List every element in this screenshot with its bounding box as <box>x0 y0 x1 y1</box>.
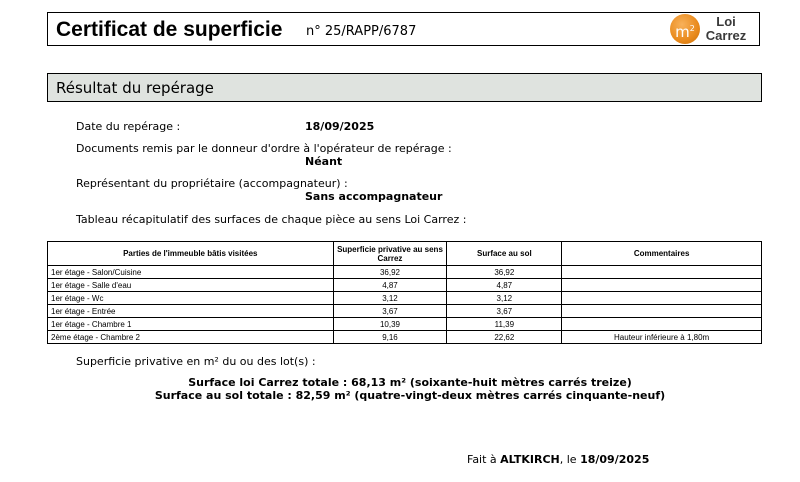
documents-label: Documents remis par le donneur d'ordre à l'opérateur de repérage : <box>76 142 452 155</box>
cell-sol: 36,92 <box>447 266 562 279</box>
cell-carrez: 9,16 <box>333 331 447 344</box>
cell-sol: 22,62 <box>447 331 562 344</box>
m2-logo-icon: $m^2$ <box>670 14 700 44</box>
table-row <box>48 305 762 318</box>
table-header-row <box>48 242 762 266</box>
cell-comment <box>562 266 762 279</box>
cell-piece: 2ème étage - Chambre 2 <box>48 331 334 344</box>
column-header-piece: Parties de l'immeuble bâtis visitées <box>48 242 334 266</box>
table-row <box>48 318 762 331</box>
totals-intro: Superficie privative en m² du ou des lot(s) : <box>76 355 316 368</box>
date-value: 18/09/2025 <box>305 120 375 133</box>
representative-label: Représentant du propriétaire (accompagnateur) : <box>76 177 348 190</box>
cell-carrez: 36,92 <box>333 266 447 279</box>
documents-value: Néant <box>305 155 343 168</box>
cell-piece: 1er étage - Entrée <box>48 305 334 318</box>
loi-carrez-logo <box>665 14 753 44</box>
cell-sol: 3,12 <box>447 292 562 305</box>
table-row <box>48 266 762 279</box>
cell-carrez: 4,87 <box>333 279 447 292</box>
carrez-total: Surface loi Carrez totale : 68,13 m² (soixante-huit mètres carrés treize) <box>188 376 632 389</box>
signature-city: ALTKIRCH <box>500 453 560 466</box>
sol-total: Surface au sol totale : 82,59 m² (quatre-vingt-deux mètres carrés cinquante-neuf) <box>154 389 666 402</box>
cell-piece: 1er étage - Wc <box>48 292 334 305</box>
column-header-sol: Surface au sol <box>447 242 562 266</box>
certificate-title: Certificat de superficie <box>56 18 283 41</box>
certificate-header <box>47 12 760 46</box>
column-header-comment: Commentaires <box>562 242 762 266</box>
signature-line: Fait à ALTKIRCH, le 18/09/2025 <box>467 453 650 466</box>
cell-carrez: 3,12 <box>333 292 447 305</box>
cell-sol: 11,39 <box>447 318 562 331</box>
representative-value: Sans accompagnateur <box>305 190 443 203</box>
cell-carrez: 10,39 <box>333 318 447 331</box>
cell-comment: Hauteur inférieure à 1,80m <box>562 331 762 344</box>
logo-text: Loi Carrez <box>705 14 747 43</box>
table-row <box>48 279 762 292</box>
cell-carrez: 3,67 <box>333 305 447 318</box>
cell-sol: 3,67 <box>447 305 562 318</box>
cell-piece: 1er étage - Salle d'eau <box>48 279 334 292</box>
cell-comment <box>562 305 762 318</box>
surfaces-table <box>47 241 762 344</box>
cell-comment <box>562 292 762 305</box>
table-row <box>48 292 762 305</box>
cell-comment <box>562 279 762 292</box>
cell-piece: 1er étage - Chambre 1 <box>48 318 334 331</box>
signature-date: 18/09/2025 <box>580 453 650 466</box>
cell-piece: 1er étage - Salon/Cuisine <box>48 266 334 279</box>
date-label: Date du repérage : <box>76 120 181 133</box>
section-header <box>47 73 762 102</box>
section-title: Résultat du repérage <box>56 79 214 97</box>
certificate-number: n° 25/RAPP/6787 <box>306 24 417 39</box>
cell-comment <box>562 318 762 331</box>
table-row <box>48 331 762 344</box>
cell-sol: 4,87 <box>447 279 562 292</box>
column-header-carrez: Superficie privative au sens Carrez <box>333 242 447 266</box>
table-intro: Tableau récapitulatif des surfaces de chaque pièce au sens Loi Carrez : <box>76 213 467 226</box>
